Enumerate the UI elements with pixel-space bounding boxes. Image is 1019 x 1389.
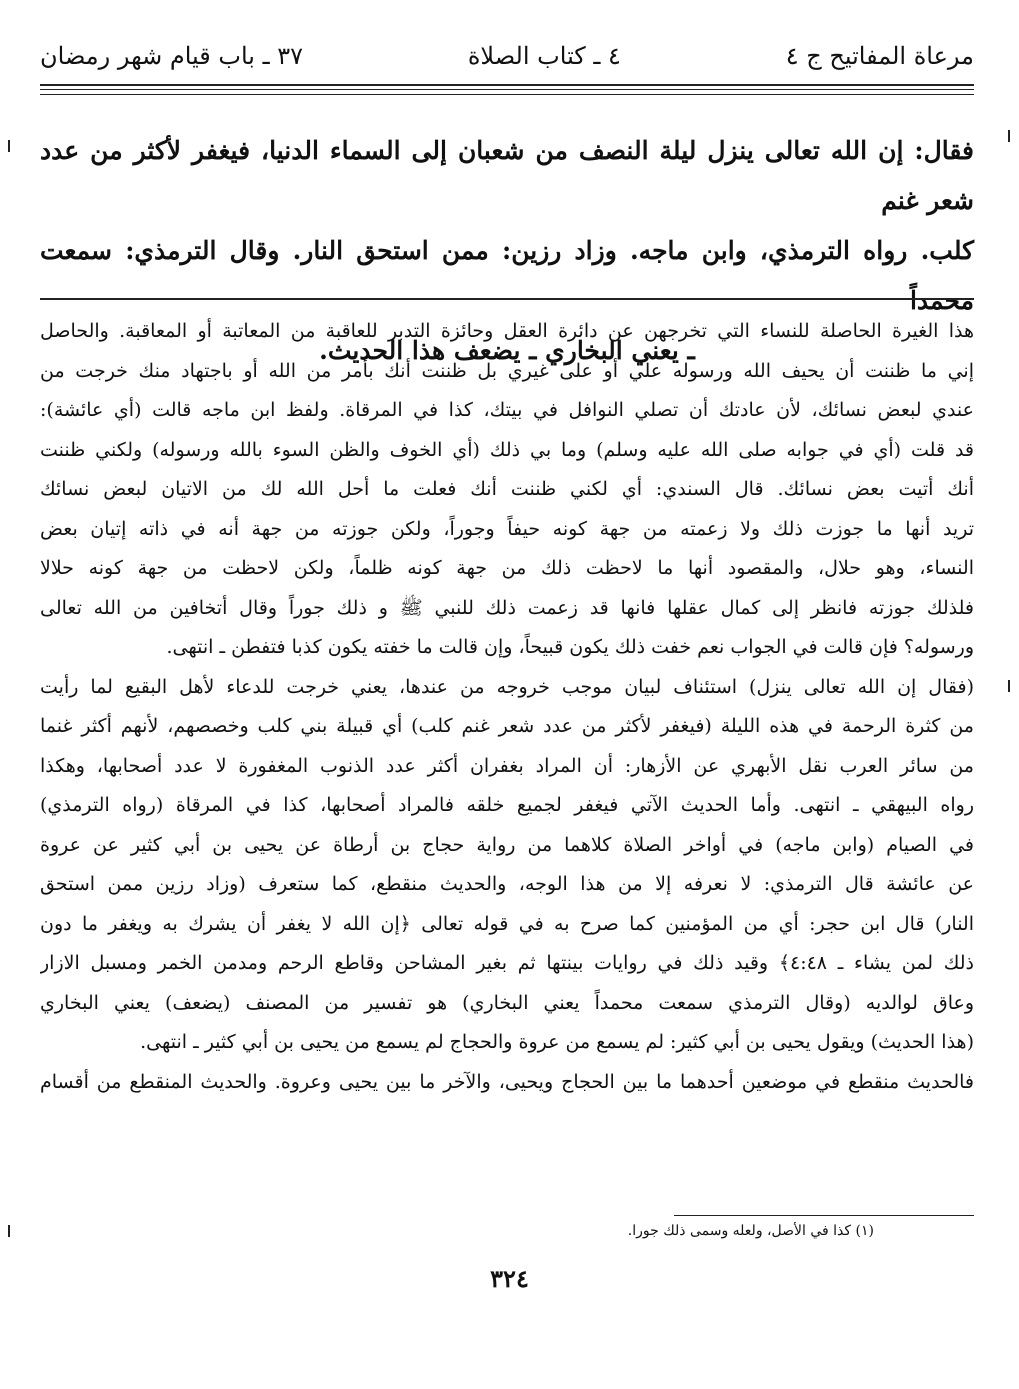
commentary-line: من كثرة الرحمة في هذه الليلة (فيغفر لأكثر من عدد شعر غنم كلب) أي قبيلة بني كلب وخصصهم، لأنهم أكثر غنما xyxy=(40,715,974,737)
commentary-line: (فقال إن الله تعالى ينزل) استئناف لبيان موجب خروجه من عندها، يعني خرجت للدعاء لأهل البقيع لما رأيت xyxy=(40,675,974,698)
commentary-line: عندي لبعض نسائك، لأن عادتك أن تصلي النوافل في بيتك، كذا في المرقاة. ولفظ ابن ماجه قالت (أي عائشة): xyxy=(40,399,974,421)
header-rule xyxy=(40,84,974,86)
commentary-line: تريد أنها ما جوزت ذلك ولا زعمته من جهة كونه حيفاً وجوراً، ولكن جوزته من جهة أنه في ذاته إتيان بعض xyxy=(40,517,974,540)
book-title: مرعاة المفاتيح ج ٤ xyxy=(785,42,974,70)
scan-mark xyxy=(8,1225,10,1237)
commentary-line: ذلك لمن يشاء ـ ٤:٤٨﴾ وقيد ذلك في روايات بينتها ثم بغير المشاحن وقاطع الرحم ومدمن الخمر ومسبل الازار xyxy=(40,952,974,974)
section-divider xyxy=(40,298,974,300)
commentary-line: عن عائشة قال الترمذي: لا نعرفه إلا من هذا الوجه، والحديث منقطع، كما ستعرف (وزاد رزين ممن استحق xyxy=(40,873,974,895)
hadith-line: كلب. رواه الترمذي، وابن ماجه. وزاد رزين: ممن استحق النار. وقال الترمذي: سمعت محمداً xyxy=(40,236,974,315)
commentary-line: رواه البيهقي ـ انتهى. وأما الحديث الآتي فيغفر لجميع خلقه فالمراد أصحابها، كذا في المرقاة (رواه الترمذي) xyxy=(40,794,974,816)
scan-mark xyxy=(8,140,10,152)
footnote-rule xyxy=(674,1215,974,1216)
commentary-line: قد قلت (أي في جوابه صلى الله عليه وسلم) وما بي ذلك (أي الخوف والظن السوء بالله ورسوله) ولكني ظننت xyxy=(40,438,974,461)
commentary-line: النار) قال ابن حجر: أي من المؤمنين كما صرح به في قوله تعالى ﴿إن الله لا يغفر أن يشرك به ويغفر ما دون xyxy=(40,912,974,935)
commentary-line: فلذلك جوزته فانظر إلى كمال عقلها فانها قد زعمت ذلك للنبي ﷺ و ذلك جوراً وقال أتخافين من الله تعالى xyxy=(40,596,974,619)
commentary-text xyxy=(40,312,974,1102)
commentary-line: وعاق لوالديه (وقال الترمذي سمعت محمداً يعني البخاري) هو تفسير من المصنف (يضعف) يعني البخاري xyxy=(40,991,974,1014)
bab-title: ٣٧ ـ باب قيام شهر رمضان xyxy=(40,42,304,70)
hadith-line: ـ يعني البخاري ـ يضعف هذا الحديث. xyxy=(319,336,695,365)
header-rule xyxy=(40,89,974,90)
commentary-line: النساء، وهو حلال، والمقصود أنها ما لاحظت ذلك من جهة كونه ظلماً، ولكن لاحظت من جهة كونه حلالا xyxy=(40,557,974,579)
kitab-title: ٤ ـ كتاب الصلاة xyxy=(467,42,621,70)
header-rule xyxy=(40,94,974,95)
commentary-line: إني ما ظننت أن يحيف الله ورسوله علي أو على غيري بل ظننت أنك بأمر من الله أو باجتهاد منك خرجت من xyxy=(40,359,974,382)
scan-mark xyxy=(1008,130,1010,142)
commentary-line: أنك أتيت بعض نسائك. قال السندي: أي لكني ظننت أنك فعلت ما أحل الله لك من الاتيان لبعض نسائك xyxy=(40,478,974,500)
running-head xyxy=(40,36,974,76)
scan-mark xyxy=(1008,680,1010,692)
commentary-line: هذا الغيرة الحاصلة للنساء التي تخرجهن عن دائرة العقل وحائزة التدبر للعاقبة من المعاتبة أو المعاقبة. والحاصل xyxy=(40,320,974,342)
footnote: (١) كذا في الأصل، ولعله وسمى ذلك جورا. xyxy=(627,1223,874,1239)
commentary-line: (هذا الحديث) ويقول يحيى بن أبي كثير: لم يسمع من عروة والحجاج لم يسمع من يحيى بن أبي كثير ـ انتهى. xyxy=(140,1031,974,1053)
page-number: ٣٢٤ xyxy=(490,1264,529,1293)
commentary-line: ورسوله؟ فإن قالت في الجواب نعم خفت ذلك يكون قبيحاً، وإن قالت ما خفته يكون كذبا فتفطن ـ انتهى. xyxy=(166,636,974,658)
hadith-line: فقال: إن الله تعالى ينزل ليلة النصف من شعبان إلى السماء الدنيا، فيغفر لأكثر من عدد شعر غنم xyxy=(40,136,974,215)
commentary-line: من سائر العرب نقل الأبهري عن الأزهار: أن المراد بغفران أكثر عدد الذنوب المغفورة لا عدد أصحابها، وهكذا xyxy=(40,754,974,777)
commentary-line: في الصيام (وابن ماجه) في أواخر الصلاة كلاهما من رواية حجاج بن أرطاة عن يحيى بن أبي كثير عن عروة xyxy=(40,833,974,856)
commentary-line: فالحديث منقطع في موضعين أحدهما ما بين الحجاج ويحيى، والآخر ما بين يحيى وعروة. والحديث المنقطع من أقسام xyxy=(40,1070,974,1093)
